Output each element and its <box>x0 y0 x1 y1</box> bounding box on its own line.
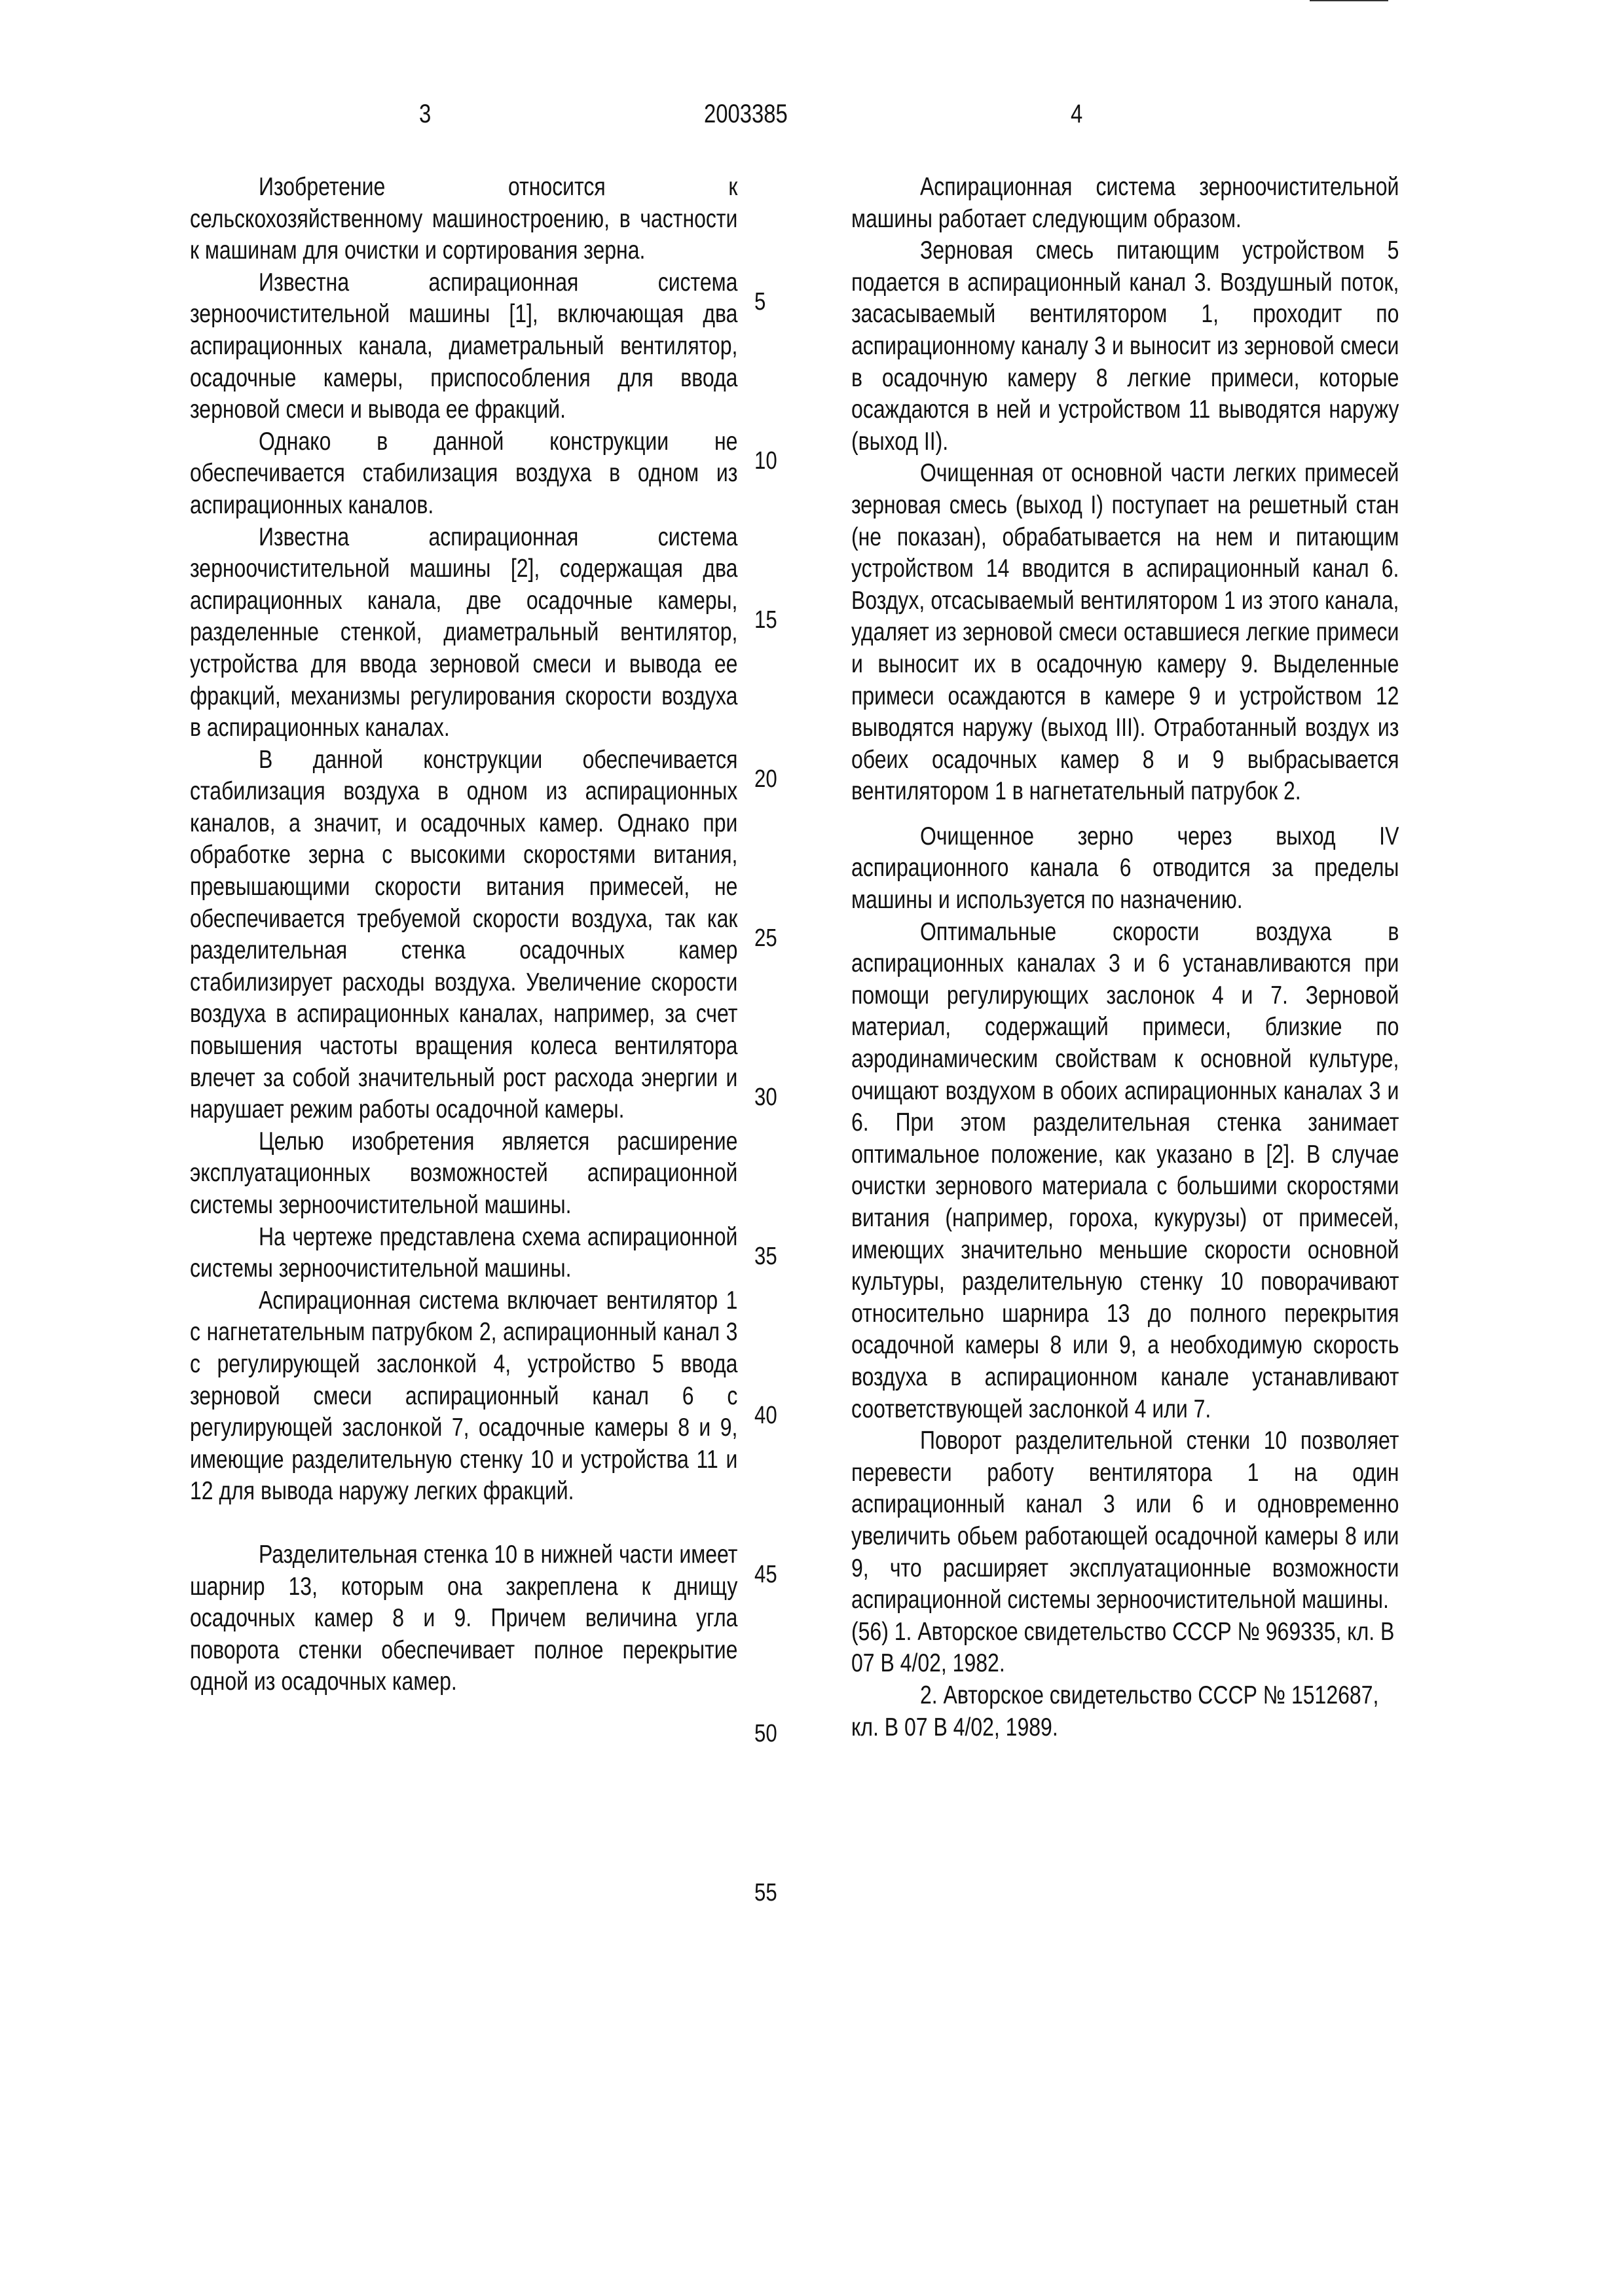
paragraph: Известна аспирационная система зерноочистительной машины [1], включающая два аспирационных канала, диаметральный вентилятор, осадочные камеры, приспособления для ввода зерновой смеси и вывода ее фракций. <box>190 267 737 426</box>
patent-page <box>0 0 1624 2296</box>
line-number: 40 <box>754 1402 777 1430</box>
top-rule <box>1310 0 1388 1</box>
right-column <box>851 172 1399 1743</box>
paragraph: Поворот разделительной стенки 10 позволяет перевести работу вентилятора 1 на один аспирационный канал 3 или 6 и одновременно увеличить обьем работающей осадочной камеры 8 или 9, что расширяет эксплуатационные возможности аспирационной системы зерноочистительной машины. <box>851 1425 1399 1616</box>
paragraph: На чертеже представлена схема аспирационной системы зерноочистительной машины. <box>190 1222 737 1285</box>
line-number: 20 <box>754 765 777 793</box>
line-number: 5 <box>754 288 766 316</box>
paragraph: В данной конструкции обеспечивается стабилизация воздуха в одном из аспирационных каналов, а значит, и осадочных камер. Однако при обработке зерна с высокими скоростями витания, превышающими скорости витания примесей, не обеспечивается требуемой скорости воздуха, так как разделительная стенка осадочных камер стабилизирует расходы воздуха. Увеличение скорости воздуха в аспирационных каналах, например, за счет повышения частоты вращения колеса вентилятора влечет за собой значительный рост расхода энергии и нарушает режим работы осадочной камеры. <box>190 744 737 1126</box>
paragraph: Зерновая смесь питающим устройством 5 подается в аспирационный канал 3. Воздушный поток, засасываемый вентилятором 1, проходит по аспирационному каналу 3 и выносит из зерновой смеси в осадочную камеру 8 легкие примеси, которые осаждаются в ней и устройством 11 выводятся наружу (выход II). <box>851 235 1399 458</box>
paragraph: Очищенное зерно через выход IV аспирационного канала 6 отводится за пределы машины и используется по назначению. <box>851 821 1399 917</box>
line-number: 45 <box>754 1561 777 1589</box>
paragraph: Разделительная стенка 10 в нижней части имеет шарнир 13, которым она закреплена к днищу осадочных камер 8 и 9. Причем величина угла поворота стенки обеспечивает полное перекрытие одной из осадочных камер. <box>190 1539 737 1698</box>
line-number: 50 <box>754 1720 777 1748</box>
left-column <box>190 172 737 1698</box>
paragraph: Целью изобретения является расширение эксплуатационных возможностей аспирационной системы зерноочистительной машины. <box>190 1126 737 1222</box>
patent-number: 2003385 <box>704 100 788 129</box>
reference-2: 2. Авторское свидетельство СССР № 1512687, кл. B 07 B 4/02, 1989. <box>851 1680 1399 1743</box>
line-number: 30 <box>754 1084 777 1112</box>
line-number: 35 <box>754 1243 777 1271</box>
paragraph: Оптимальные скорости воздуха в аспирационных каналах 3 и 6 устанавливаются при помощи регулирующих заслонок 4 и 7. Зерновой материал, содержащий примеси, близкие по аэродинамическим свойствам к основной культуре, очищают воздухом в обоих аспирационных каналах 3 и 6. При этом разделительная стенка занимает оптимальное положение, как указано в [2]. В случае очистки зернового материала с большими скоростями витания (например, гороха, кукурузы) от примесей, имеющих значительно меньшие скорости основной культуры, разделительную стенку 10 поворачивают относительно шарнира 13 до полного перекрытия осадочной камеры 8 или 9, а необходимую скорость воздуха в аспирационном канале устанавливают соответствующей заслонкой 4 или 7. <box>851 917 1399 1426</box>
paragraph: Известна аспирационная система зерноочистительной машины [2], содержащая два аспирационных канала, две осадочные камеры, разделенные стенкой, диаметральный вентилятор, устройства для ввода зерновой смеси и вывода ее фракций, механизмы регулирования скорости воздуха в аспирационных каналах. <box>190 522 737 744</box>
line-number: 10 <box>754 447 777 475</box>
right-page-number: 4 <box>1071 100 1082 129</box>
line-number: 15 <box>754 606 777 634</box>
paragraph: Очищенная от основной части легких примесей зерновая смесь (выход I) поступает на решетный стан (не показан), обрабатывается на нем и питающим устройством 14 вводится в аспирационный канал 6. Воздух, отсасываемый вентилятором 1 из этого канала, удаляет из зерновой смеси оставшиеся легкие примеси и выносит их в осадочную камеру 9. Выделенные примеси осаждаются в камере 9 и устройством 12 выводятся наружу (выход III). Отработанный воздух из обеих осадочных камер 8 и 9 выбрасывается вентилятором 1 в нагнетательный патрубок 2. <box>851 458 1399 808</box>
left-page-number: 3 <box>419 100 431 129</box>
paragraph: Аспирационная система включает вентилятор 1 с нагнетательным патрубком 2, аспирационный канал 3 с регулирующей заслонкой 4, устройство 5 ввода зерновой смеси аспирационный канал 6 с регулирующей заслонкой 7, осадочные камеры 8 и 9, имеющие разделительную стенку 10 и устройства 11 и 12 для вывода наружу легких фракций. <box>190 1285 737 1508</box>
paragraph: Однако в данной конструкции не обеспечивается стабилизация воздуха в одном из аспирационных каналов. <box>190 426 737 522</box>
reference-1: (56) 1. Авторское свидетельство СССР № 969335, кл. B 07 B 4/02, 1982. <box>851 1616 1399 1680</box>
line-number: 55 <box>754 1879 777 1907</box>
paragraph: Аспирационная система зерноочистительной машины работает следующим образом. <box>851 172 1399 235</box>
line-number: 25 <box>754 924 777 953</box>
paragraph: Изобретение относится к сельскохозяйственному машиностроению, в частности к машинам для очистки и сортирования зерна. <box>190 172 737 267</box>
